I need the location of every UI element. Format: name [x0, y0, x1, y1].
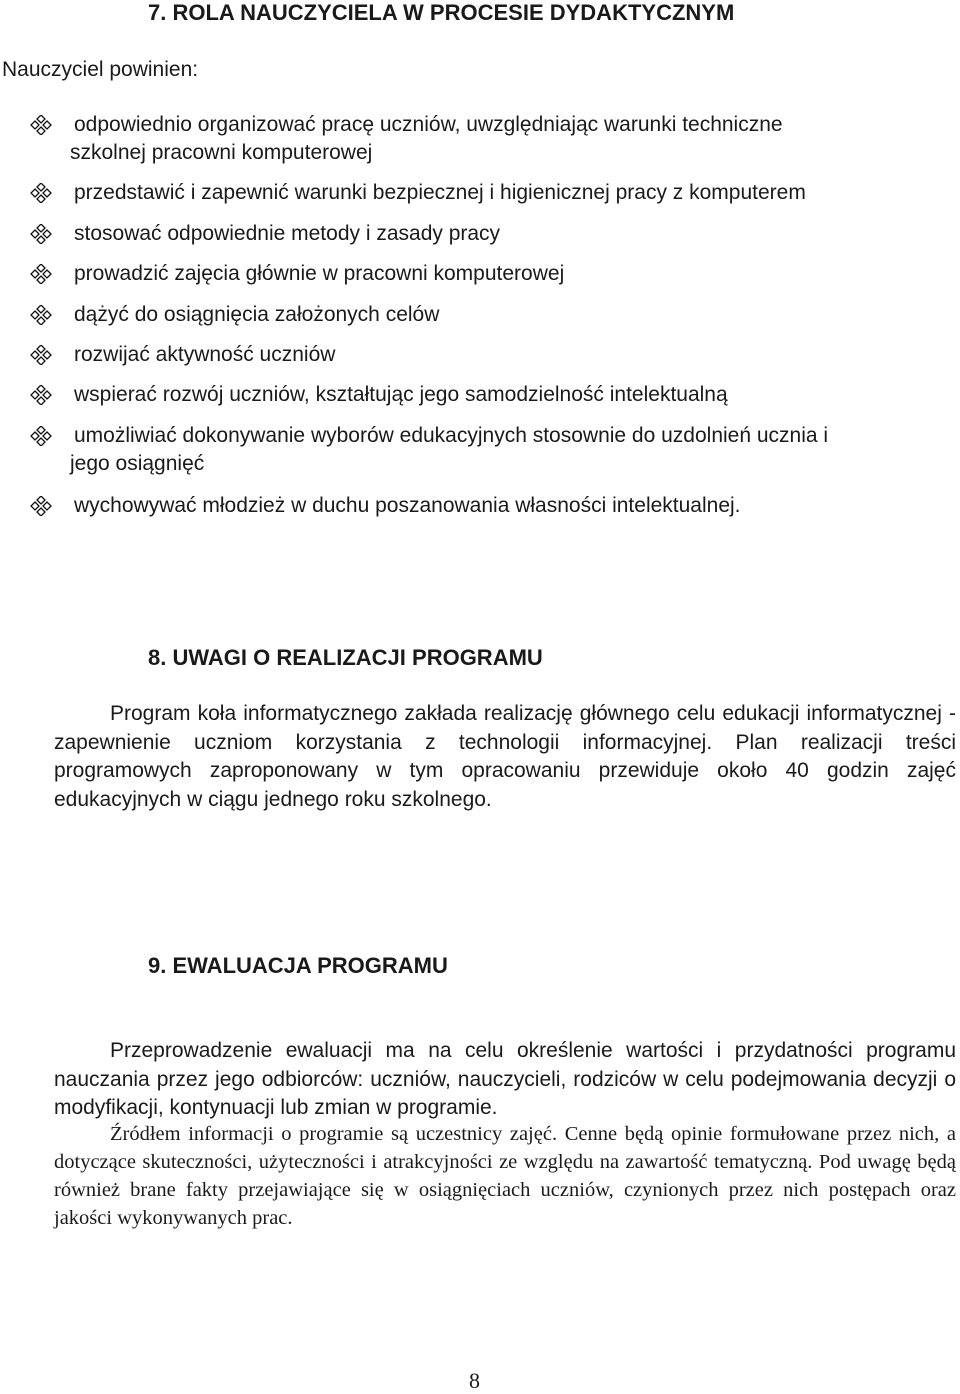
diamond-bullet-icon [30, 183, 56, 203]
diamond-bullet-icon [30, 426, 56, 446]
list-item: umożliwiać dokonywanie wyborów edukacyjnych stosownie do uzdolnień ucznia i jego osiągnięć [30, 422, 940, 478]
diamond-bullet-icon [30, 305, 56, 325]
list-item: dążyć do osiągnięcia założonych celów [30, 301, 940, 329]
list-item: prowadzić zajęcia głównie w pracowni komputerowej [30, 260, 940, 288]
list-item: stosować odpowiednie metody i zasady pracy [30, 220, 940, 248]
diamond-bullet-icon [30, 345, 56, 365]
section-7-heading: 7. ROLA NAUCZYCIELA W PROCESIE DYDAKTYCZNYM [148, 0, 735, 25]
diamond-bullet-icon [30, 224, 56, 244]
diamond-bullet-icon [30, 385, 56, 405]
section-9-paragraph-1: Przeprowadzenie ewaluacji ma na celu określenie wartości i przydatności programu nauczania przez jego odbiorców: uczniów, nauczycieli, rodziców w celu podejmowania decyzji o modyfikacji, kontynuacji lub zmian w programie. [54, 1039, 956, 1119]
diamond-bullet-icon [30, 264, 56, 284]
list-item: przedstawić i zapewnić warunki bezpiecznej i higienicznej pracy z komputerem [30, 179, 940, 207]
section-8-heading: 8. UWAGI O REALIZACJI PROGRAMU [148, 645, 543, 670]
diamond-bullet-icon [30, 496, 56, 516]
diamond-bullet-icon [30, 115, 56, 135]
section-9-paragraph-2: Źródłem informacji o programie są uczestnicy zajęć. Cenne będą opinie formułowane przez nich, a dotyczące skuteczności, użyteczności i atrakcyjności ze względu na zawartość tematyczną. Pod uwagę będą również brane fakty przejawiające się w osiągnięciach uczniów, czynionych przez nich postępach oraz jakości wykonywanych prac. [54, 1123, 956, 1229]
section-7-intro: Nauczyciel powinien: [2, 58, 199, 81]
list-item: wspierać rozwój uczniów, kształtując jego samodzielność intelektualną [30, 381, 940, 409]
list-item: wychowywać młodzież w duchu poszanowania własności intelektualnej. [30, 492, 940, 520]
page-number: 8 [469, 1368, 480, 1393]
section-8-paragraph: Program koła informatycznego zakłada realizację głównego celu edukacji informatycznej - zapewnienie uczniom korzystania z technologii informacyjnej. Plan realizacji treści programowych zaproponowany w tym opracowaniu przewiduje około 40 godzin zajęć edukacyjnych w ciągu jednego roku szkolnego. [54, 702, 956, 811]
list-item: odpowiednio organizować pracę uczniów, uwzględniając warunki techniczne szkolnej pracowni komputerowej [30, 111, 940, 167]
list-item: rozwijać aktywność uczniów [30, 341, 940, 369]
section-9-heading: 9. EWALUACJA PROGRAMU [148, 953, 448, 978]
